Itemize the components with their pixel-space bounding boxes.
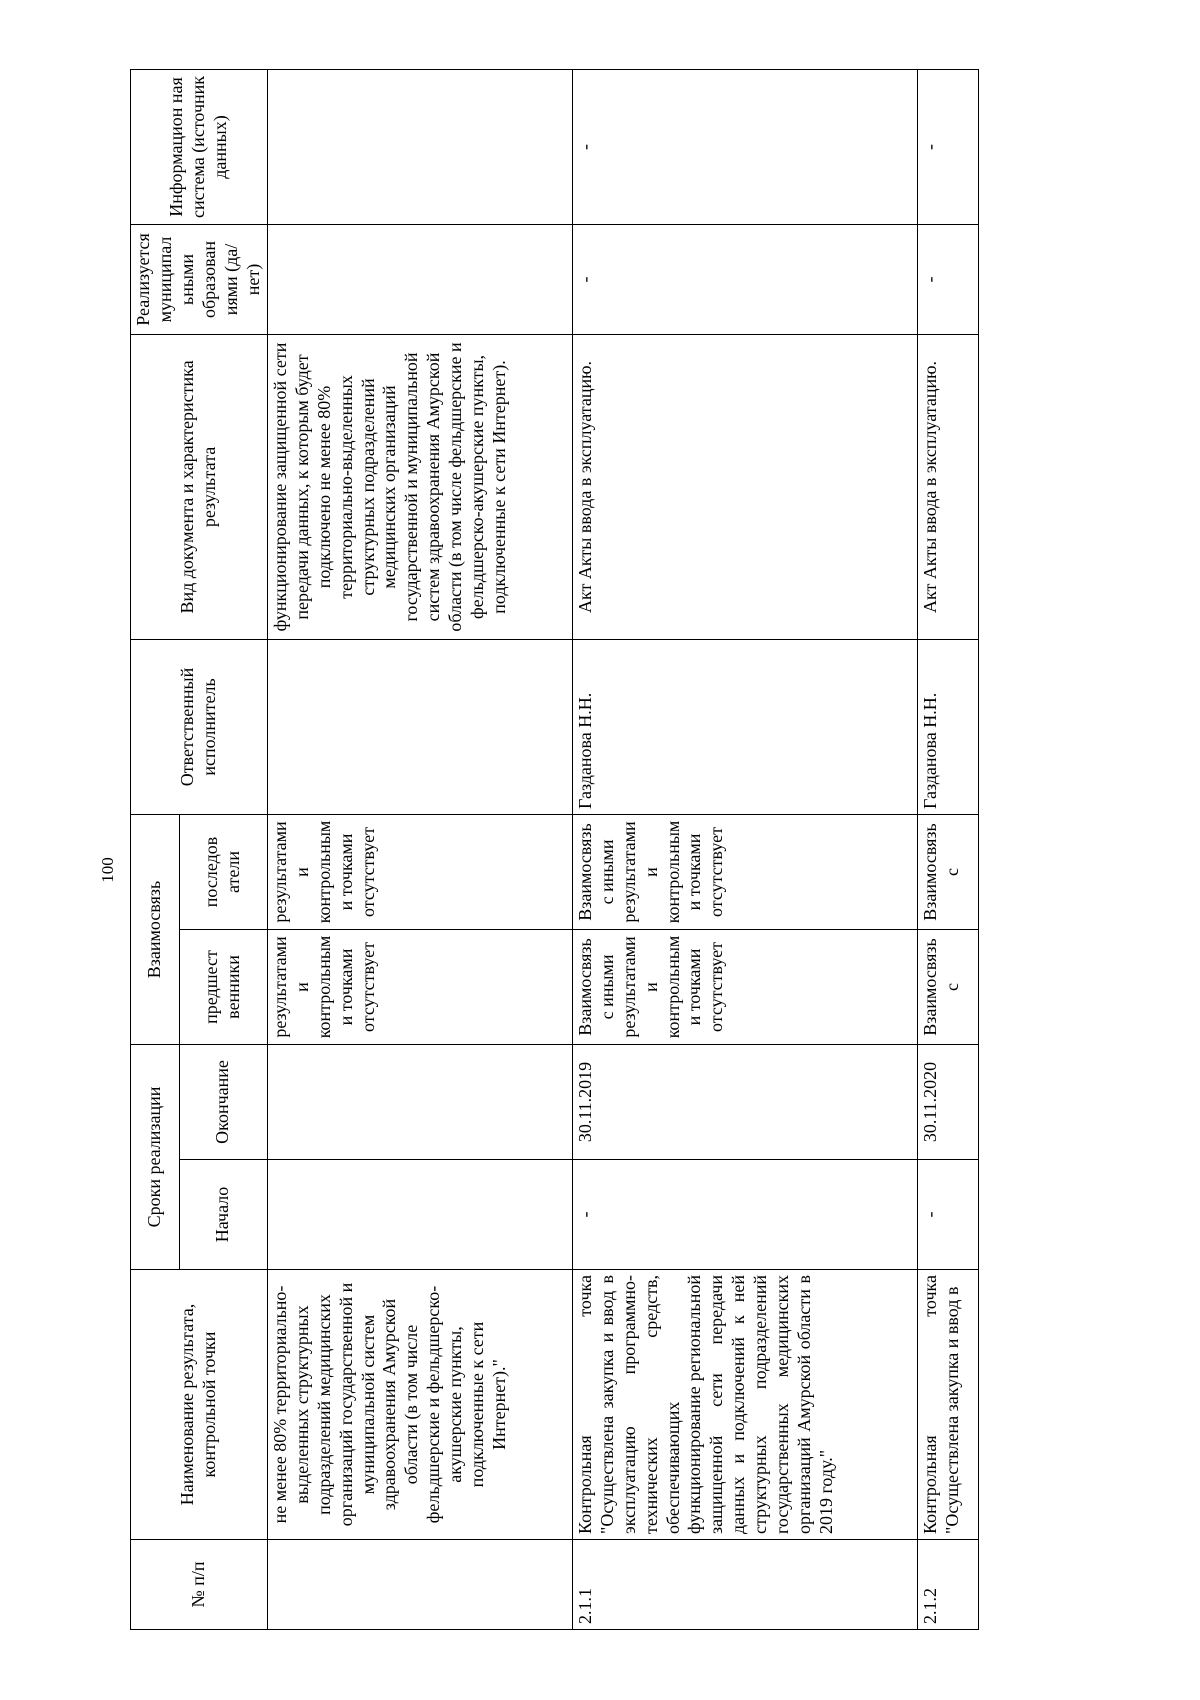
cell-end: 30.11.2019 — [572, 1044, 917, 1159]
header-end: Окончание — [179, 1044, 267, 1159]
page-number: 100 — [98, 857, 117, 883]
cell-name: не менее 80% территориально-выделенных структурных подразделений медицинских организаций государственной и муниципальной систем здравоохранения Амурской области (в том числе фельдшерские и фельдшерско-акушерские пункты, подключенные к сети Интернет)." — [267, 1270, 572, 1540]
header-doc: Вид документа и характеристика результата — [131, 334, 268, 639]
header-name: Наименование результата, контрольной точки — [131, 1270, 268, 1540]
header-predecessors: предшест венники — [179, 929, 267, 1044]
cell-predecessors: Взаимосвязь с — [917, 929, 978, 1044]
cell-municipal — [267, 224, 572, 334]
cell-doc: функционирование защищенной сети передачи данных, к которым будет подключено не менее 80% территориально-выделенных структурных подразделений медицинских организаций государственной и муниципальной систем здравоохранения Амурской области (в том числе фельдшерские и фельдшерско-акушерские пункты, подключенные к сети Интернет). — [267, 334, 572, 639]
cell-doc: Акт Акты ввода в эксплуатацию. — [572, 334, 917, 639]
table-row — [572, 69, 917, 1629]
header-successors: последов атели — [179, 814, 267, 929]
header-info: Информацион ная система (источник данных) — [131, 69, 268, 224]
cell-name: Контрольная точка "Осуществлена закупка и ввод в эксплуатацию программно-технических средств, обеспечивающих функционирование региональной защищенной сети передачи данных и подключений к ней структурных подразделений государственных медицинских организаций Амурской области в 2019 году." — [572, 1270, 917, 1540]
header-terms: Сроки реализации — [131, 1044, 180, 1269]
header-row-1 — [131, 69, 180, 1629]
cell-predecessors: Взаимосвязь с иными результатами и контрольными точками отсутствует — [572, 929, 917, 1044]
cell-num: 2.1.2 — [917, 1540, 978, 1630]
cell-predecessors: результатами и контрольными точками отсутствует — [267, 929, 572, 1044]
cell-end: 30.11.2020 — [917, 1044, 978, 1159]
cell-num: 2.1.1 — [572, 1540, 917, 1630]
cell-responsible: Газданова Н.Н. — [572, 639, 917, 814]
cell-successors: Взаимосвязь с — [917, 814, 978, 929]
cell-successors: Взаимосвязь с иными результатами и контрольными точками отсутствует — [572, 814, 917, 929]
cell-info: - — [572, 69, 917, 224]
cell-info — [267, 69, 572, 224]
results-table — [130, 69, 979, 1630]
cell-start — [267, 1160, 572, 1270]
cell-info: - — [917, 69, 978, 224]
cell-responsible: Газданова Н.Н. — [917, 639, 978, 814]
cell-municipal: - — [917, 224, 978, 334]
cell-end — [267, 1044, 572, 1159]
cell-municipal: - — [572, 224, 917, 334]
rotated-table-sheet — [130, 70, 1090, 1630]
cell-num — [267, 1540, 572, 1630]
cell-name: Контрольная точка "Осуществлена закупка и ввод в — [917, 1270, 978, 1540]
header-responsible: Ответственный исполнитель — [131, 639, 268, 814]
header-start: Начало — [179, 1160, 267, 1270]
cell-start: - — [572, 1160, 917, 1270]
cell-start: - — [917, 1160, 978, 1270]
cell-responsible — [267, 639, 572, 814]
table-row — [267, 69, 572, 1629]
header-num: № п/п — [131, 1540, 268, 1630]
header-relation: Взаимосвязь — [131, 814, 180, 1044]
cell-doc: Акт Акты ввода в эксплуатацию. — [917, 334, 978, 639]
header-municipal: Реализуется муниципал ьными образован иями (да/нет) — [131, 224, 268, 334]
table-row — [917, 69, 978, 1629]
cell-successors: результатами и контрольными точками отсутствует — [267, 814, 572, 929]
